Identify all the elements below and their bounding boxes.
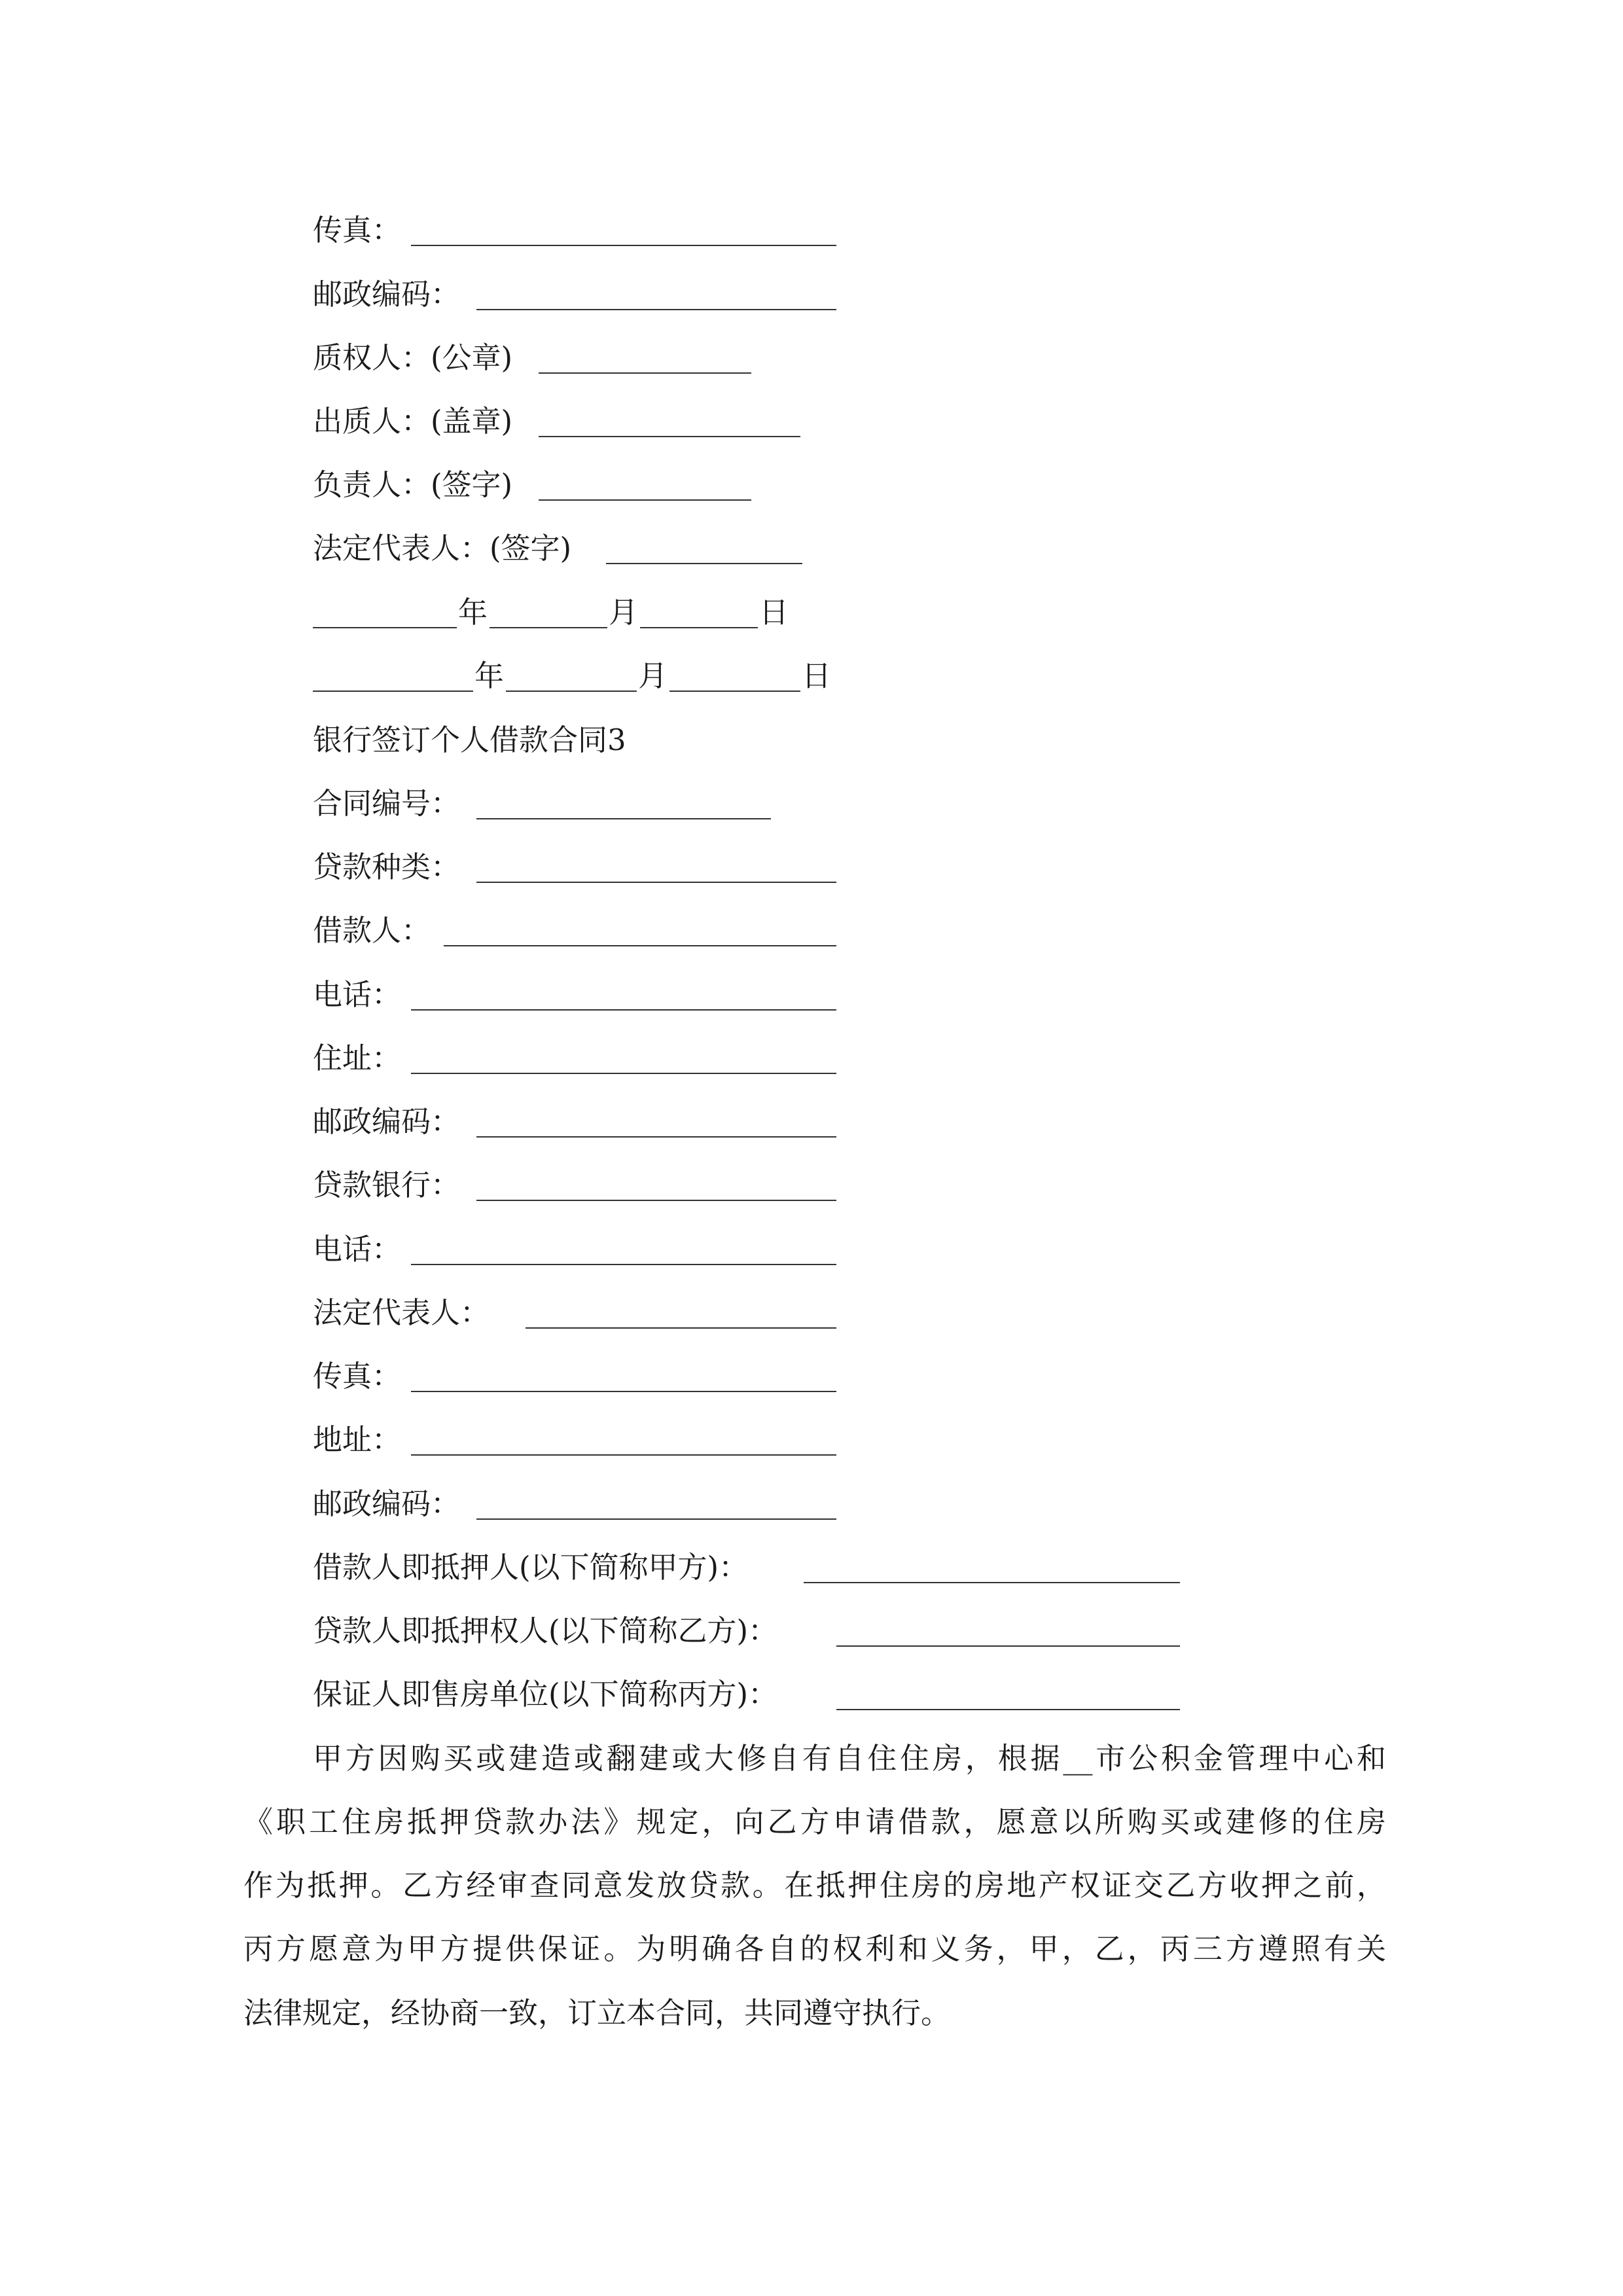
field-label: 邮政编码： [313, 277, 461, 312]
blank-line [476, 1136, 836, 1138]
blank-line [476, 1200, 836, 1201]
body-line-3: 作为抵押。乙方经审查同意发放贷款。在抵押住房的房地产权证交乙方收押之前， [243, 1868, 1386, 1903]
field-label: 出质人：(盖章) [313, 404, 513, 439]
body-line-5: 法律规定，经协商一致，订立本合同，共同遵守执行。 [243, 1996, 951, 2030]
blank-line [804, 1582, 1180, 1583]
blank-line [490, 627, 607, 628]
field-label: 贷款银行： [313, 1168, 461, 1202]
blank-line [411, 1073, 836, 1074]
field-label: 贷款种类： [313, 850, 461, 884]
section-title-text: 银行签订个人借款合同3 [313, 723, 626, 757]
blank-line [539, 436, 800, 437]
field-label: 保证人即售房单位(以下简称丙方)： [313, 1677, 778, 1712]
field-label: 合同编号： [313, 786, 461, 821]
year-label: 年 [474, 658, 505, 693]
field-label: 贷款人即抵押权人(以下简称乙方)： [313, 1613, 778, 1648]
blank-line [444, 945, 836, 946]
blank-line [606, 563, 802, 564]
blank-line [411, 1264, 836, 1265]
field-label: 邮政编码： [313, 1104, 461, 1139]
blank-line [539, 372, 751, 374]
blank-line [411, 1454, 836, 1456]
month-label: 月 [638, 658, 668, 693]
body-line-4: 丙方愿意为甲方提供保证。为明确各自的权利和义务，甲，乙，丙三方遵照有关 [243, 1931, 1386, 1966]
field-label: 电话： [313, 1232, 402, 1266]
field-label: 负责人：(签字) [313, 467, 513, 502]
field-label: 质权人：(公章) [313, 340, 513, 375]
field-label: 借款人即抵押人(以下简称甲方)： [313, 1550, 749, 1585]
blank-line [411, 1009, 836, 1011]
blank-line [411, 245, 836, 246]
field-label: 邮政编码： [313, 1486, 461, 1521]
blank-line [476, 1518, 836, 1520]
field-label: 传真： [313, 213, 402, 247]
blank-line [313, 627, 457, 628]
field-label: 借款人： [313, 913, 431, 948]
body-line-1: 甲方因购买或建造或翻建或大修自有自住住房，根据__市公积金管理中心和 [313, 1741, 1386, 1776]
field-label: 地址： [313, 1422, 402, 1457]
month-label: 月 [609, 595, 639, 630]
blank-line [836, 1645, 1180, 1647]
field-label: 法定代表人： [313, 1295, 490, 1330]
blank-line [836, 1709, 1180, 1710]
field-label: 电话： [313, 977, 402, 1012]
blank-line [476, 309, 836, 310]
blank-line [526, 1327, 836, 1329]
day-label: 日 [802, 658, 832, 693]
blank-line [539, 499, 751, 501]
blank-line [476, 882, 836, 883]
blank-line [476, 818, 771, 819]
blank-line [506, 691, 637, 692]
field-label: 法定代表人：(签字) [313, 531, 572, 565]
blank-line [669, 691, 800, 692]
year-label: 年 [458, 595, 488, 630]
body-line-2: 《职工住房抵押贷款办法》规定，向乙方申请借款，愿意以所购买或建修的住房 [243, 1804, 1386, 1839]
field-label: 传真： [313, 1359, 402, 1393]
blank-line [313, 691, 473, 692]
blank-line [640, 627, 758, 628]
field-label: 住址： [313, 1041, 402, 1075]
day-label: 日 [759, 595, 789, 630]
blank-line [411, 1391, 836, 1392]
